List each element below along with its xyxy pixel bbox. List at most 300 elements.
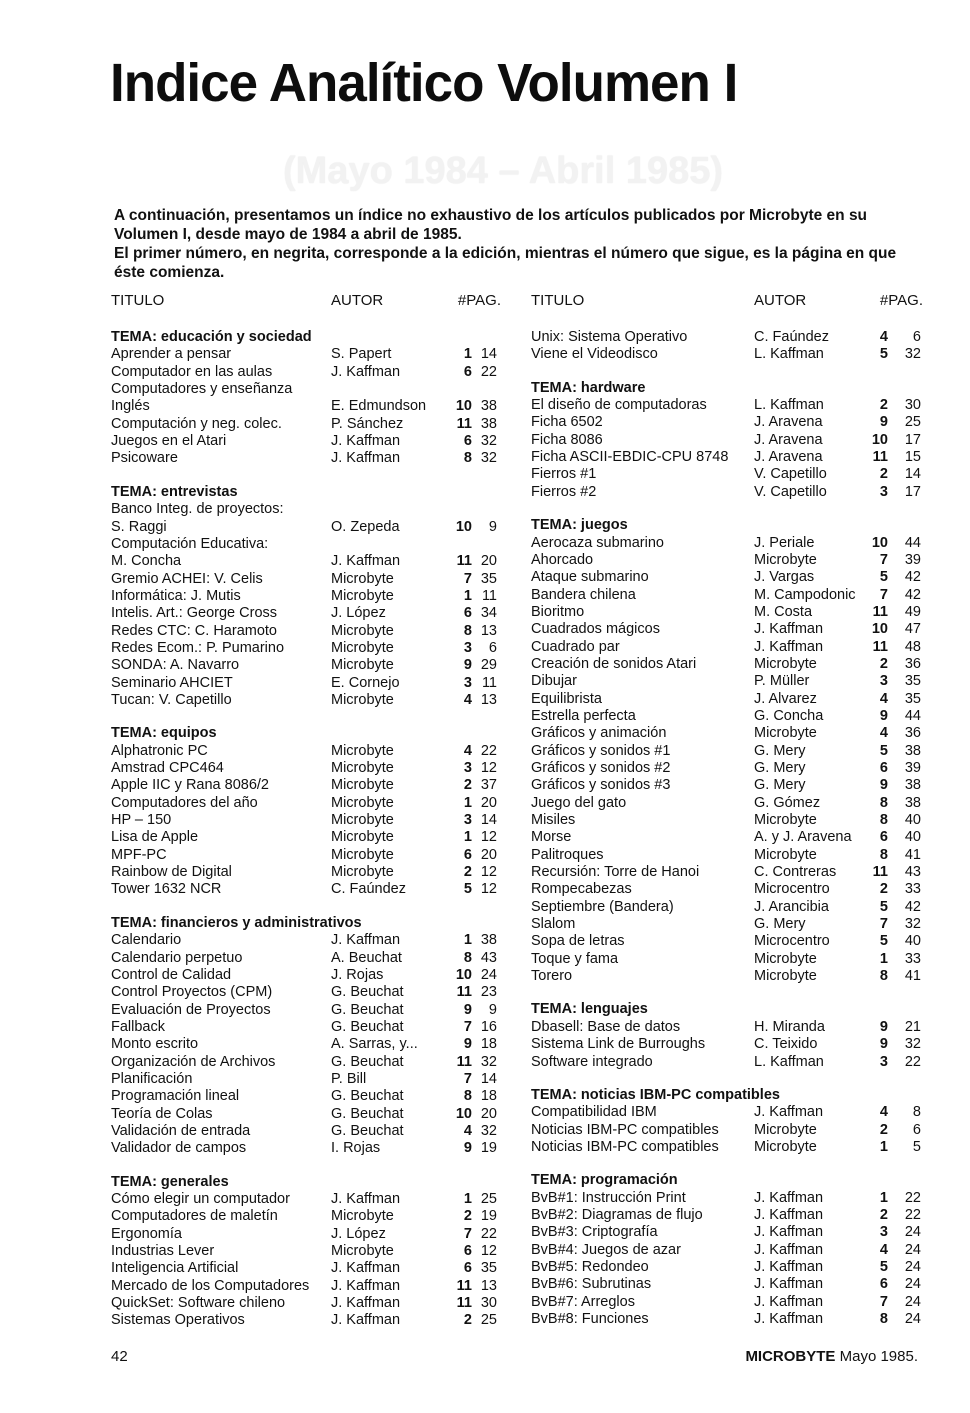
index-row [531,881,923,898]
article-author: Microbyte [331,587,394,604]
issue-number: 5 [879,346,888,363]
index-row [111,1278,503,1295]
issue-number: 11 [872,449,888,466]
page-number: 17 [904,431,921,448]
article-author: P. Müller [754,673,810,690]
index-row [111,381,503,398]
article-title: BvB#2: Diagramas de flujo [531,1207,703,1224]
article-title: Validador de campos [111,1140,247,1157]
article-title: Sopa de letras [531,933,625,950]
issue-number: 10 [455,398,472,415]
article-author: Microbyte [331,691,394,708]
article-title: Ficha 8086 [531,431,603,448]
page-number: 43 [480,949,497,966]
index-row [531,795,923,812]
index-row [531,414,923,431]
index-row [111,777,503,794]
page-number: 14 [480,812,497,829]
column-header [111,292,503,311]
article-author: G. Gómez [754,794,821,811]
article-title: Tower 1632 NCR [111,881,222,898]
article-author: J. Kaffman [754,638,824,655]
section-title: TEMA: hardware [531,379,646,396]
article-title: Estrella perfecta [531,707,636,724]
article-title: Organización de Archivos [111,1053,276,1070]
article-author: J. Aravena [754,449,823,466]
article-title: Cuadrados mágicos [531,621,660,638]
issue-number: 8 [463,949,472,966]
issue-number: 10 [871,534,888,551]
issue-number: 1 [463,794,472,811]
page-number: 13 [480,691,497,708]
page-number: 6 [488,639,497,656]
article-author: Microbyte [754,1138,817,1155]
index-section [531,1001,923,1070]
article-author: E. Edmundson [331,398,427,415]
page-number: 14 [904,466,921,483]
page-number: 20 [480,846,497,863]
issue-number: 11 [872,864,888,881]
index-row [531,760,923,777]
index-row [111,932,503,949]
article-title: Viene el Videodisco [531,346,658,363]
page-number: 49 [904,603,921,620]
article-title: Torero [531,968,573,985]
issue-number: 4 [463,691,472,708]
page-number: 6 [912,1121,921,1138]
page-number: 41 [904,968,921,985]
page-number: 34 [480,605,497,622]
article-title: Calendario [111,932,182,949]
article-author: V. Capetillo [754,466,827,483]
index-row [531,1242,923,1259]
page-number: 35 [480,1260,497,1277]
article-title: Calendario perpetuo [111,949,243,966]
issue-number: 5 [879,1259,888,1276]
issue-number: 7 [879,551,888,568]
article-author: Microbyte [754,950,817,967]
issue-number: 9 [463,1036,472,1053]
page-number: 24 [904,1276,921,1293]
article-author: G. Beuchat [331,1053,404,1070]
article-author: P. Bill [331,1070,367,1087]
index-row [531,743,923,760]
index-section [111,1174,503,1330]
page-number: 32 [904,1036,921,1053]
index-row [111,1260,503,1277]
right-column [531,292,923,1344]
article-title: BvB#8: Funciones [531,1311,649,1328]
article-author: C. Teixido [754,1036,818,1053]
index-row [111,984,503,1001]
article-author: J. Kaffman [331,363,401,380]
issue-number: 1 [463,829,472,846]
article-author: Microbyte [331,777,394,794]
article-author: Microbyte [754,551,817,568]
article-title: Computadores del año [111,794,258,811]
article-title: Aerocaza submarino [531,534,664,551]
index-row [531,1294,923,1311]
article-title: Bandera chilena [531,586,636,603]
article-title: Validación de entrada [111,1122,251,1139]
article-author: J. Aravena [754,414,823,431]
article-title: Ergonomía [111,1225,182,1242]
issue-number: 7 [879,1293,888,1310]
issue-number: 3 [879,483,888,500]
article-title: Mercado de los Computadores [111,1277,310,1294]
issue-number: 7 [463,1225,472,1242]
index-row [531,951,923,968]
issue-number: 2 [463,864,472,881]
article-author: J. Kaffman [331,1312,401,1329]
article-title: Dbasell: Base de datos [531,1018,681,1035]
issue-number: 8 [879,968,888,985]
issue-number: 1 [879,950,888,967]
page-number: 32 [904,346,921,363]
issue-number: 5 [879,933,888,950]
page-number: 11 [481,674,497,691]
page-number: 40 [904,933,921,950]
article-title: Alphatronic PC [111,742,208,759]
index-row [111,1002,503,1019]
article-author: J. Rojas [331,966,384,983]
page-number: 14 [480,1070,497,1087]
issue-number: 1 [879,1138,888,1155]
article-title: Ficha ASCII-EBDIC-CPU 8748 [531,449,729,466]
page-number: 5 [912,1138,921,1155]
article-title: Lisa de Apple [111,829,199,846]
article-author: G. Beuchat [331,1105,404,1122]
page-number: 20 [480,553,497,570]
article-author: V. Capetillo [754,483,827,500]
article-title: Cuadrado par [531,638,620,655]
article-title: Juegos en el Atari [111,433,227,450]
index-row [111,519,503,536]
article-title: Equilibrista [531,690,602,707]
issue-number: 2 [463,1312,472,1329]
issue-number: 9 [879,1036,888,1053]
index-row [111,501,503,518]
issue-number: 8 [463,622,472,639]
article-title: Compatibilidad IBM [531,1104,657,1121]
index-row [111,1019,503,1036]
index-row [111,605,503,622]
page-number: 40 [904,829,921,846]
issue-number: 2 [879,1121,888,1138]
issue-number: 2 [879,1207,888,1224]
index-row [531,639,923,656]
page-number: 32 [904,916,921,933]
index-row [111,450,503,467]
article-title: El diseño de computadoras [531,397,707,414]
article-author: J. Kaffman [331,1260,401,1277]
article-author: Microbyte [331,1243,394,1260]
article-title: Ataque submarino [531,569,649,586]
index-row [111,1295,503,1312]
index-row [531,777,923,794]
article-title: Inteligencia Artificial [111,1260,239,1277]
page-title: Indice Analítico Volumen I [110,53,738,113]
page-number: 30 [904,397,921,414]
page-number: 24 [904,1311,921,1328]
article-title: Rainbow de Digital [111,864,232,881]
index-row [111,864,503,881]
section-title: TEMA: noticias IBM-PC compatibles [531,1086,780,1103]
article-author: E. Cornejo [331,674,400,691]
index-row [111,553,503,570]
footer-issue: Mayo 1985. [839,1348,918,1365]
index-row [111,743,503,760]
index-row [531,899,923,916]
index-row [111,812,503,829]
page-number: 38 [480,415,497,432]
article-title: Gráficos y sonidos #3 [531,777,671,794]
article-title: Computadores y enseñanza [111,381,293,398]
article-author: Microbyte [331,812,394,829]
article-author: Microbyte [754,655,817,672]
article-title: BvB#1: Instrucción Print [531,1189,686,1206]
issue-number: 11 [872,603,888,620]
article-author: M. Campodonic [754,586,856,603]
page-number: 38 [480,398,497,415]
footer-brand: MICROBYTE [745,1348,836,1365]
article-author: G. Beuchat [331,1018,404,1035]
article-author: M. Costa [754,603,813,620]
index-row [111,1036,503,1053]
article-author: C. Faúndez [754,329,829,345]
issue-number: 7 [463,1070,472,1087]
issue-number: 1 [879,1189,888,1206]
index-row [531,604,923,621]
index-row [111,346,503,363]
article-author: G. Concha [754,707,824,724]
header-autor: AUTOR [754,292,807,309]
index-row [111,950,503,967]
article-author: A. y J. Aravena [754,829,852,846]
article-title: Control de Calidad [111,966,232,983]
article-title: BvB#6: Subrutinas [531,1276,652,1293]
index-row [111,881,503,898]
article-author: Microcentro [754,933,830,950]
article-title: Apple IIC y Rana 8086/2 [111,777,269,794]
article-author: J. Kaffman [754,1293,824,1310]
page-number: 25 [904,414,921,431]
issue-number: 10 [871,621,888,638]
article-title: Slalom [531,916,576,933]
article-author: J. Kaffman [754,621,824,638]
article-title: Control Proyectos (CPM) [111,984,273,1001]
article-title: BvB#7: Arreglos [531,1293,635,1310]
article-title: Noticias IBM-PC compatibles [531,1121,719,1138]
issue-number: 5 [879,898,888,915]
section-title: TEMA: entrevistas [111,483,238,500]
index-row [531,1104,923,1121]
article-title: Computador en las aulas [111,363,273,380]
article-title: Sistema Link de Burroughs [531,1036,706,1053]
issue-number: 3 [463,812,472,829]
issue-number: 6 [463,605,472,622]
article-author: J. Kaffman [331,1277,401,1294]
index-row [531,1190,923,1207]
issue-number: 1 [463,346,472,363]
article-author: S. Papert [331,346,392,363]
article-title: Ficha 6502 [531,414,603,431]
index-row [111,1088,503,1105]
page-number: 48 [904,638,921,655]
article-title: Inglés [111,398,150,415]
article-author: Microbyte [754,846,817,863]
issue-number: 5 [879,742,888,759]
issue-number: 8 [463,450,472,467]
issue-number: 8 [879,846,888,863]
index-row [111,1243,503,1260]
footer-credit [745,1348,918,1365]
article-title: Evaluación de Proyectos [111,1001,271,1018]
article-title: Aprender a pensar [111,346,232,363]
index-row [531,1311,923,1328]
article-author: Microbyte [331,1208,394,1225]
page-number: 9 [488,518,497,535]
index-row [111,1191,503,1208]
article-author: Microbyte [331,570,394,587]
page-number: 29 [480,657,497,674]
page-number: 12 [480,864,497,881]
issue-number: 9 [463,657,472,674]
section-title: TEMA: financieros y administrativos [111,914,362,931]
issue-number: 4 [879,1104,888,1121]
index-row [111,1312,503,1329]
article-author: J. Arancibia [754,898,829,915]
index-row [111,829,503,846]
issue-number: 4 [879,329,888,345]
article-title: Cómo elegir un computador [111,1191,290,1208]
header-titulo: TITULO [111,292,165,309]
index-row [111,1123,503,1140]
index-row [531,397,923,414]
article-title: Computación Educativa: [111,535,269,552]
page-number: 32 [480,1053,497,1070]
page-number: 6 [912,329,921,345]
issue-number: 10 [871,431,888,448]
page-number: 12 [480,881,497,898]
article-author: J. López [331,1225,386,1242]
article-author: Microbyte [331,794,394,811]
page-number: 22 [904,1053,921,1070]
article-author: C. Contreras [754,864,837,881]
page-number: 22 [480,742,497,759]
article-author: G. Mery [754,777,806,794]
page-number: 22 [904,1189,921,1206]
article-title: Software integrado [531,1053,653,1070]
issue-number: 7 [879,586,888,603]
index-row [531,329,923,346]
index-row [111,588,503,605]
page-number: 38 [904,777,921,794]
article-author: Microbyte [754,1121,817,1138]
index-row [531,725,923,742]
article-author: Microbyte [331,639,394,656]
page-number: 24 [904,1224,921,1241]
article-title: Amstrad CPC464 [111,760,224,777]
page-number: 43 [904,864,921,881]
page-number: 25 [480,1191,497,1208]
article-title: Gráficos y sonidos #2 [531,760,671,776]
index-row [531,587,923,604]
index-row [111,1106,503,1123]
article-author: G. Mery [754,760,806,776]
index-row [111,571,503,588]
page-number: 38 [480,932,497,949]
article-author: J. Kaffman [754,1311,824,1328]
issue-number: 4 [879,690,888,707]
article-author: G. Mery [754,742,806,759]
index-row [531,535,923,552]
page-number: 15 [904,449,921,466]
issue-number: 6 [463,363,472,380]
article-title: BvB#4: Juegos de azar [531,1241,681,1258]
issue-number: 11 [456,984,472,1001]
page-number: 30 [480,1295,497,1312]
article-title: Industrias Lever [111,1243,215,1260]
index-row [111,1226,503,1243]
page-number: 39 [904,760,921,776]
article-author: G. Beuchat [331,1001,404,1018]
issue-number: 11 [456,1295,472,1312]
issue-number: 2 [463,1208,472,1225]
page-number: 12 [480,760,497,777]
page-number: 18 [480,1088,497,1105]
article-title: Redes CTC: C. Haramoto [111,622,277,639]
issue-number: 2 [879,655,888,672]
right-index-body [531,329,923,1328]
index-row [531,847,923,864]
section-title: TEMA: generales [111,1173,229,1190]
index-row [531,1276,923,1293]
article-title: QuickSet: Software chileno [111,1295,286,1312]
issue-number: 3 [879,1224,888,1241]
issue-number: 7 [879,916,888,933]
article-title: Ahorcado [531,551,594,568]
article-author: J. Kaffman [331,433,401,450]
index-row [111,623,503,640]
page-number: 35 [904,673,921,690]
index-row [531,829,923,846]
issue-number: 3 [879,1053,888,1070]
article-author: J. Kaffman [754,1276,824,1293]
index-row [531,346,923,363]
article-author: G. Mery [754,916,806,933]
page-number: 37 [480,777,497,794]
index-row [111,416,503,433]
page-number: 13 [480,622,497,639]
article-title: Gráficos y animación [531,725,667,742]
index-row [531,552,923,569]
page-number: 41 [904,846,921,863]
article-title: Informática: J. Mutis [111,587,241,604]
article-author: Microbyte [331,742,394,759]
index-row [111,795,503,812]
index-row [111,692,503,709]
article-title: Computadores de maletín [111,1208,278,1225]
article-author: J. Periale [754,534,815,551]
article-title: Unix: Sistema Operativo [531,329,688,345]
page-number: 32 [480,1122,497,1139]
article-title: Septiembre (Bandera) [531,898,674,915]
article-author: J. Kaffman [331,1191,401,1208]
issue-number: 11 [456,1277,472,1294]
article-title: HP – 150 [111,812,172,829]
article-title: Fierros #1 [531,466,597,483]
